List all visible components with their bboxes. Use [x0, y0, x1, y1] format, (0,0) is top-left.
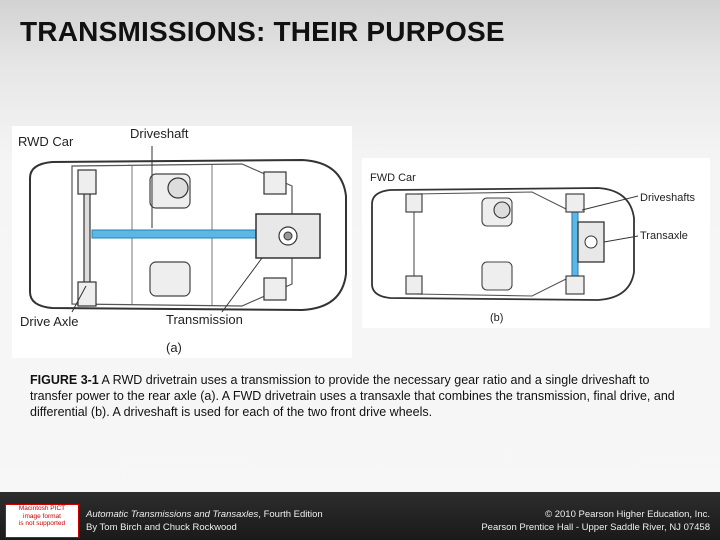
rwd-front-wheel-left	[264, 172, 286, 194]
rwd-drive-axle	[84, 190, 90, 286]
footer-publisher-info	[481, 508, 710, 534]
fwd-figure	[362, 158, 710, 328]
slide-title: TRANSMISSIONS: THEIR PURPOSE	[20, 16, 505, 47]
transaxle-label: Transaxle	[640, 230, 688, 242]
fwd-driver-head	[494, 202, 510, 218]
book-title: Automatic Transmissions and Transaxles	[86, 509, 259, 520]
publisher-text: Pearson Prentice Hall - Upper Saddle River, NJ 07458	[481, 522, 710, 533]
fwd-driveshafts	[572, 206, 578, 282]
book-authors: By Tom Birch and Chuck Rockwood	[86, 522, 237, 533]
fwd-car-label: FWD Car	[370, 172, 416, 184]
fwd-rear-wheel-right	[406, 276, 422, 294]
rwd-rear-wheel-right	[78, 282, 96, 306]
transmission-label: Transmission	[166, 312, 243, 327]
fwd-seat-front-right	[482, 262, 512, 290]
rwd-car-label: RWD Car	[18, 134, 74, 149]
rwd-rear-wheel-left	[78, 170, 96, 194]
rwd-seat-front-right	[150, 262, 190, 296]
book-edition: , Fourth Edition	[258, 509, 323, 520]
rwd-front-wheel-right	[264, 278, 286, 300]
caption-text: A RWD drivetrain uses a transmission to provide the necessary gear ratio and a single driveshaft to transfer power to the rear axle (a). A FWD drivetrain uses a transaxle that combines the transmission, final drive, and differential (b). A driveshaft is used for each of the two front drive wheels.	[30, 373, 675, 419]
figure-number: FIGURE 3-1	[30, 373, 99, 387]
rwd-figure	[12, 126, 352, 358]
driveshafts-label: Driveshafts	[640, 192, 696, 204]
panel-b-label: (b)	[490, 312, 504, 324]
rwd-driver-head	[168, 178, 188, 198]
rwd-driveshaft	[92, 230, 256, 238]
panel-a-label: (a)	[166, 340, 182, 355]
footer-book-info	[86, 508, 323, 534]
drive-axle-label: Drive Axle	[20, 314, 79, 329]
fwd-front-wheel-left	[566, 194, 584, 212]
pict-unsupported-notice: Macintosh PICT image format is not supported	[5, 504, 79, 538]
figure-caption	[30, 372, 690, 420]
fwd-front-wheel-right	[566, 276, 584, 294]
copyright-text: © 2010 Pearson Higher Education, Inc.	[545, 509, 710, 520]
fwd-rear-wheel-left	[406, 194, 422, 212]
footer-bar	[0, 492, 720, 540]
driveshaft-label: Driveshaft	[130, 126, 189, 141]
